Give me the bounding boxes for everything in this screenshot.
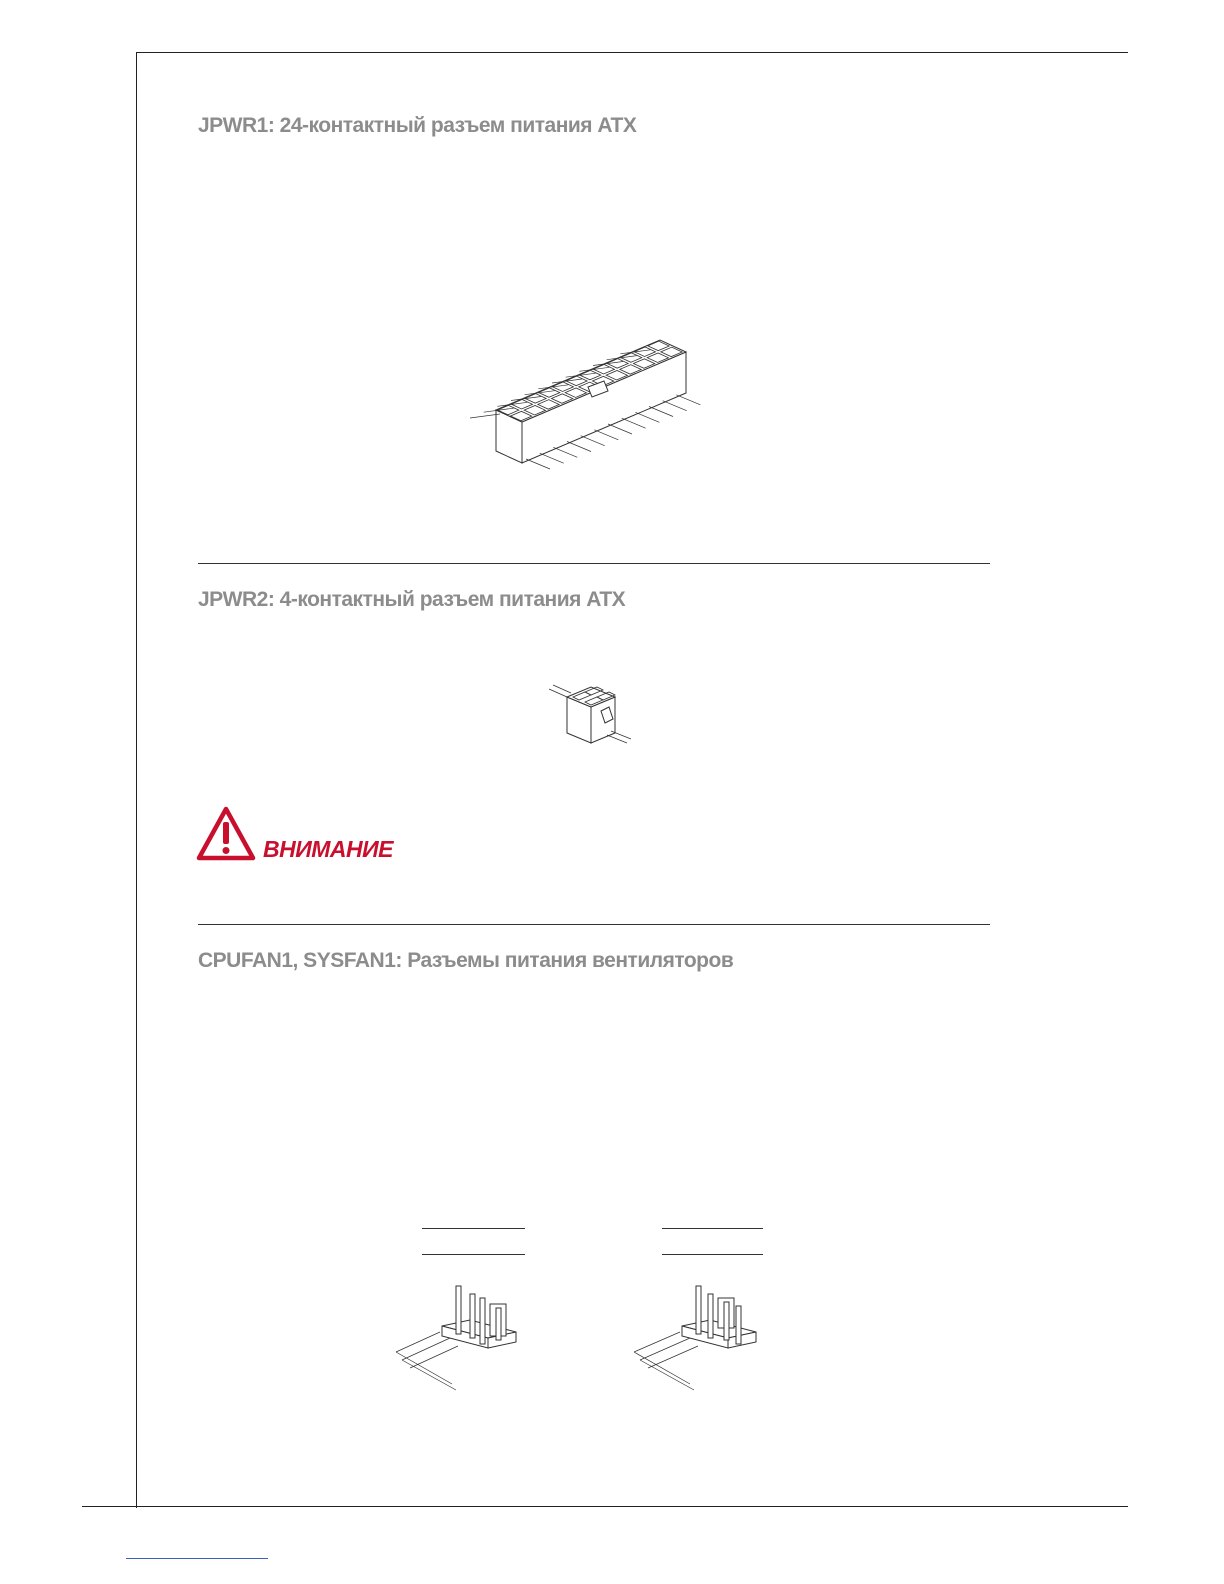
page-frame-left [136,52,137,1508]
fans-heading: CPUFAN1, SYSFAN1: Разъемы питания вентиляторов [198,949,734,972]
page-frame-bottom [82,1506,1128,1507]
pin-lead [553,447,577,457]
pin-lead [676,395,700,405]
sysfan-label-line-1 [662,1228,763,1229]
section-divider-1 [198,563,990,564]
page-frame-top [136,52,1128,53]
pin-lead [581,436,605,446]
pin-lead [622,418,646,428]
pin-lead [594,430,618,440]
cpufan-label-line-2 [422,1254,525,1255]
warning-triangle-icon [196,806,256,862]
jpwr2-connector-diagram [545,675,640,750]
cpufan-label-line-1 [422,1228,525,1229]
pin-lead [635,412,659,422]
sysfan-header-diagram [630,1280,760,1395]
jpwr1-heading: JPWR1: 24-контактный разъем питания ATX [198,114,637,137]
pin-lead [663,401,687,411]
pin-lead [608,424,632,434]
pin-lead [540,453,564,463]
cpufan-header-diagram [392,1280,522,1395]
pin-lead [649,407,673,417]
jpwr2-heading: JPWR2: 4-контактный разъем питания ATX [198,588,626,611]
pin-lead [567,442,591,452]
jpwr1-connector-diagram [460,315,710,475]
footer-link-underline [126,1558,268,1559]
pin-lead [526,459,550,469]
section-divider-2 [198,924,990,925]
warning-label: ВНИМАНИЕ [263,836,394,862]
sysfan-label-line-2 [662,1254,763,1255]
